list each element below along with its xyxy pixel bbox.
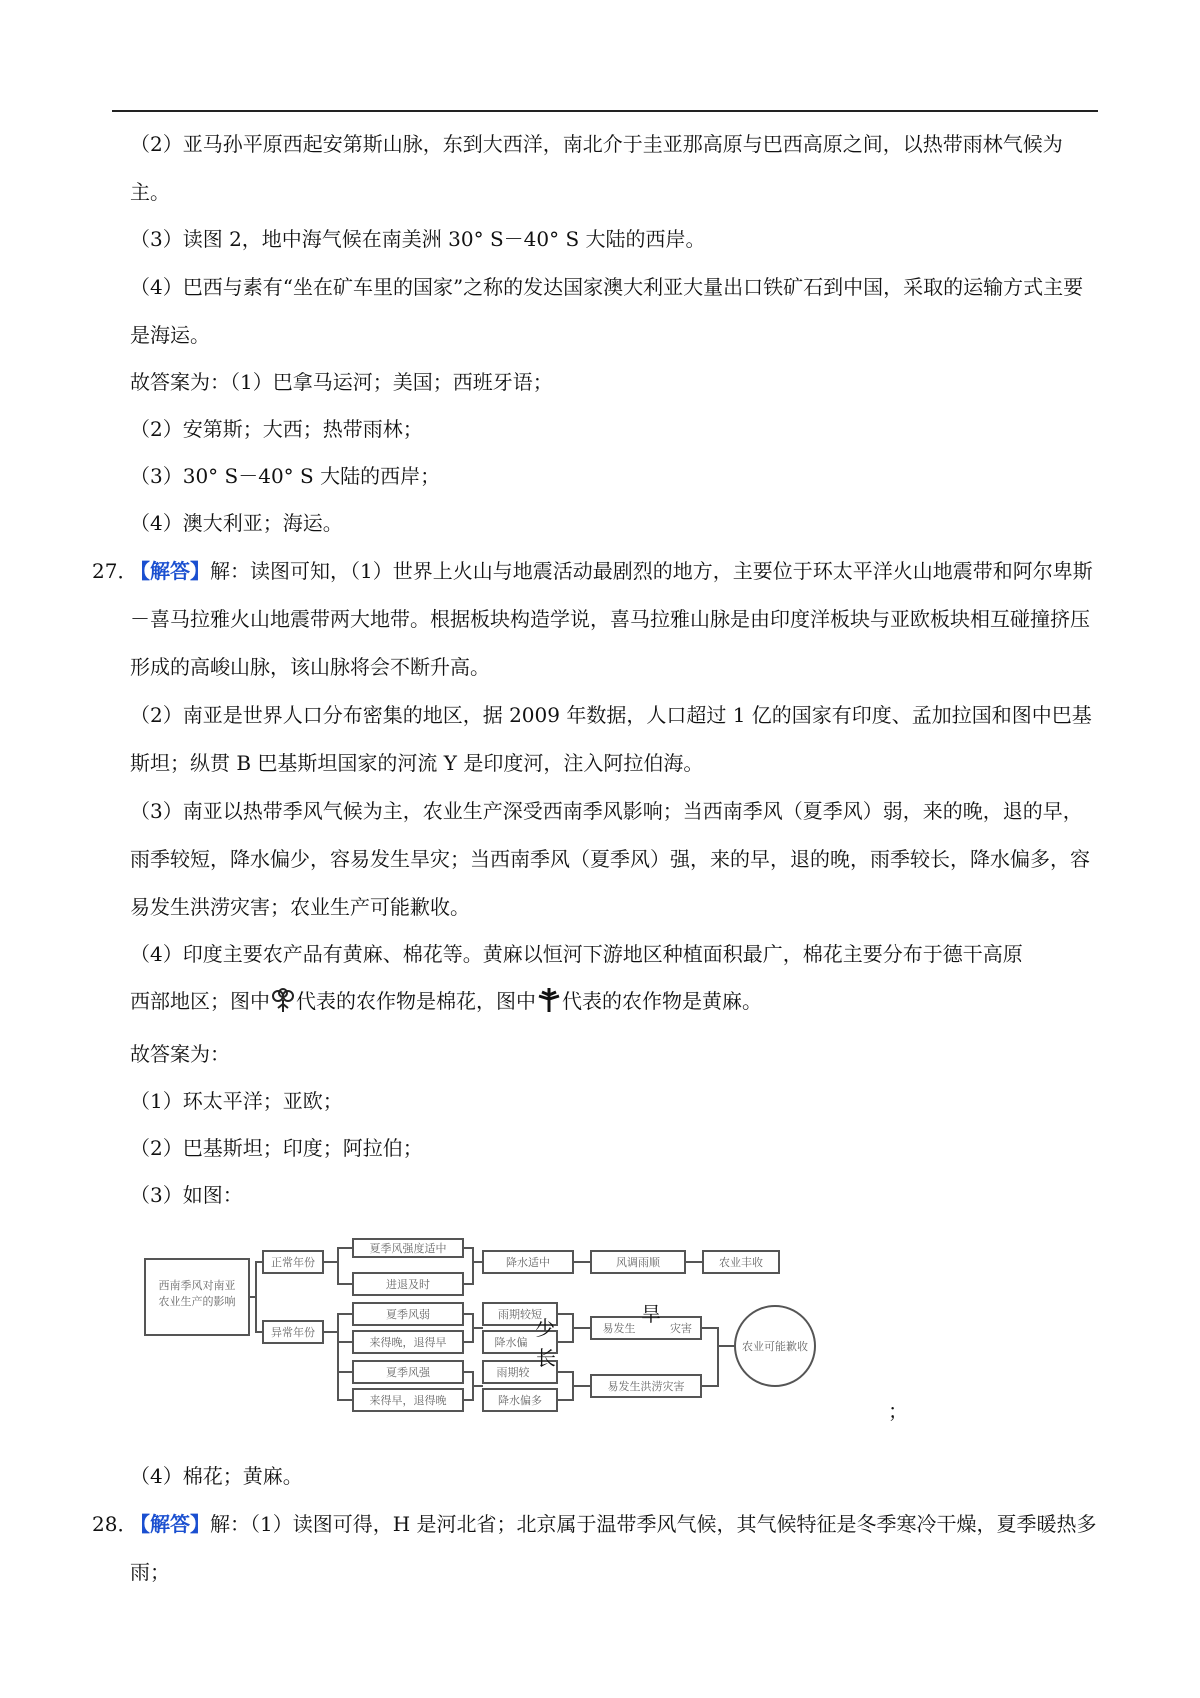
answer-1: （1）环太平洋；亚欧； (130, 1089, 343, 1113)
flow-node-rain: 降水适中 (506, 1256, 550, 1269)
document-body (92, 120, 1098, 1596)
q27-part-4a: （4）印度主要农产品有黄麻、棉花等。黄麻以恒河下游地区种植面积最广，棉花主要分布于德干高原 (130, 942, 1023, 966)
flow-node-moderate: 夏季风强度适中 (369, 1242, 447, 1255)
question-number: 27． (92, 559, 138, 583)
answer-4: （4）棉花；黄麻。 (130, 1464, 303, 1488)
flow-node-disaster: 灾害 (670, 1322, 692, 1335)
answer-label: 故答案为： (130, 1042, 230, 1066)
answer-tag: 【解答】 (130, 1512, 210, 1536)
monsoon-flowchart (130, 1237, 1098, 1443)
question-28 (92, 1500, 1098, 1596)
q27-intro: 解：读图可知，（1）世界上火山与地震活动最剧烈的地方，主要位于环太平洋火山地震带和阿尔卑斯－喜马拉雅火山地震带两大地带。根据板块构造学说，喜马拉雅山脉是由印度洋板块与亚欧板块相互碰撞挤压形成的高峻山脉，该山脉将会不断升高。 (130, 559, 1093, 679)
flow-node-less-rain: 降水偏 (494, 1336, 528, 1349)
text-segment: 代表的农作物是棉花，图中 (296, 989, 536, 1013)
answer-2: （2）巴基斯坦；印度；阿拉伯； (130, 1136, 423, 1160)
flow-normal-year: 正常年份 (271, 1256, 315, 1269)
question-27 (92, 547, 1098, 691)
q27-part-3: （3）南亚以热带季风气候为主，农业生产深受西南季风影响；当西南季风（夏季风）弱，来的晚，退的早，雨季较短，降水偏少，容易发生旱灾；当西南季风（夏季风）强，来的早，退的晚，雨季较长，降水偏多，容易发生洪涝灾害；农业生产可能歉收。 (130, 799, 1090, 919)
fill-answer-long: 长 (536, 1346, 556, 1370)
answer-tag: 【解答】 (130, 559, 210, 583)
flow-final-node: 农业可能歉收 (742, 1340, 808, 1353)
answer-line-3: （3）30° S－40° S 大陆的西岸； (130, 464, 441, 488)
jute-icon (537, 984, 561, 1031)
text-segment: 西部地区；图中 (130, 989, 270, 1013)
flow-node-more-rain: 降水偏多 (498, 1394, 542, 1407)
paragraph-mediterranean: （3）读图 2，地中海气候在南美洲 30° S－40° S 大陆的西岸。 (130, 227, 706, 251)
flow-node-weak: 夏季风弱 (386, 1308, 430, 1321)
flow-node-early-late: 来得早，退得晚 (369, 1394, 447, 1407)
answer-line-1: 故答案为：（1）巴拿马运河；美国；西班牙语； (130, 370, 553, 394)
answer-line-2: （2）安第斯；大西；热带雨林； (130, 417, 423, 441)
q27-part-2: （2）南亚是世界人口分布密集的地区，据 2009 年数据，人口超过 1 亿的国家有印度、孟加拉国和图中巴基斯坦；纵贯 B 巴基斯坦国家的河流 Y 是印度河，注入阿拉伯海。 (130, 703, 1092, 775)
text-segment: 代表的农作物是黄麻。 (562, 989, 762, 1013)
flow-node-harvest: 农业丰收 (719, 1256, 763, 1269)
paragraph-amazon: （2）亚马孙平原西起安第斯山脉，东到大西洋，南北介于圭亚那高原与巴西高原之间，以热带雨林气候为主。 (130, 132, 1063, 204)
q27-part-4b (130, 978, 1098, 1031)
cotton-icon (271, 984, 295, 1031)
flow-node-short-rain: 雨期较短 (498, 1308, 542, 1321)
header-rule (112, 110, 1098, 112)
question-number: 28． (92, 1512, 138, 1536)
flow-node-late-early: 来得晚，退得早 (369, 1336, 447, 1349)
flow-node-long-rain: 雨期较 (496, 1366, 530, 1379)
flow-node-strong: 夏季风强 (386, 1366, 430, 1379)
flow-node-favorable: 风调雨顺 (616, 1256, 660, 1269)
q28-text: 解：（1）读图可得，H 是河北省；北京属于温带季风气候，其气候特征是冬季寒冷干燥，夏季暖热多雨； (130, 1512, 1097, 1584)
answer-line-4: （4）澳大利亚；海运。 (130, 511, 343, 535)
flow-root-label: 西南季风对南亚农业生产的影响 (158, 1279, 236, 1308)
diagram-semicolon: ； (888, 1399, 908, 1423)
flow-node-timely: 进退及时 (386, 1278, 430, 1291)
flow-node-prone: 易发生 (602, 1322, 636, 1335)
fill-answer-low: 少 (535, 1316, 555, 1340)
fill-answer-drought: 旱 (641, 1302, 661, 1326)
paragraph-brazil-australia: （4）巴西与素有“坐在矿车里的国家”之称的发达国家澳大利亚大量出口铁矿石到中国，采取的运输方式主要是海运。 (130, 275, 1084, 347)
flow-node-flood: 易发生洪涝灾害 (607, 1380, 685, 1393)
flow-abnormal-year: 异常年份 (271, 1326, 315, 1339)
answer-3: （3）如图： (130, 1183, 243, 1207)
flowchart-svg (143, 1237, 903, 1427)
